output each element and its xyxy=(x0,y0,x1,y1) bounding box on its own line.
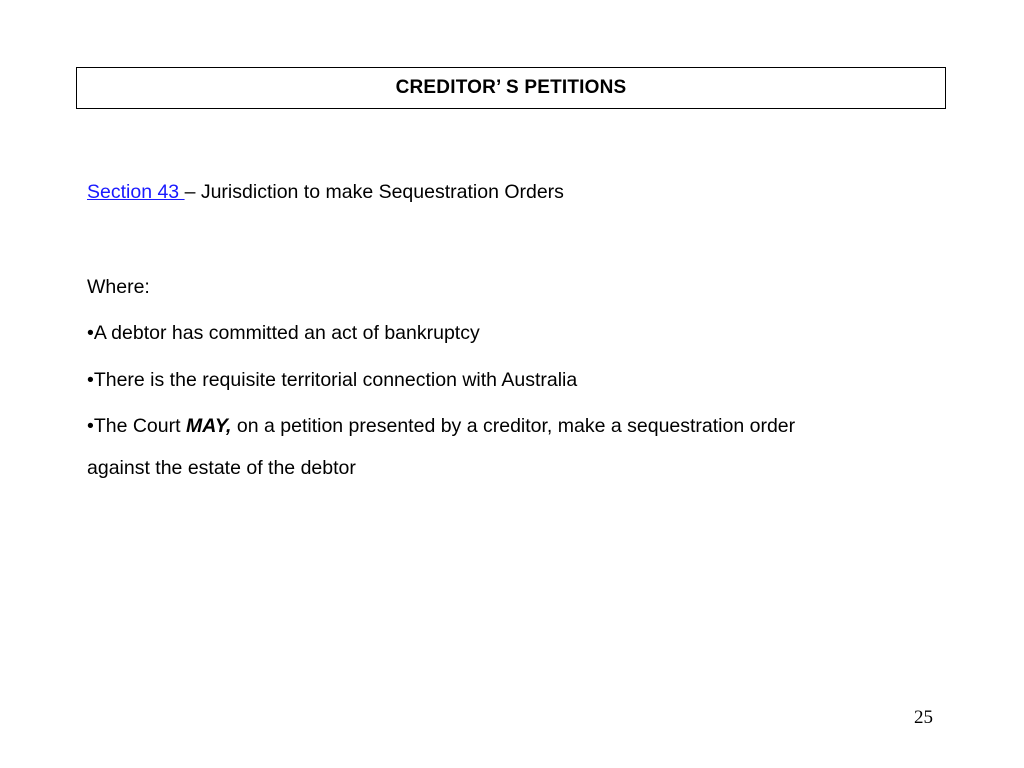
bullet-court-may-emphasis: MAY, xyxy=(185,415,232,437)
slide-title: CREDITOR’ S PETITIONS xyxy=(395,77,627,98)
bullet-court-may-suffix: on a petition presented by a creditor, make a sequestration order xyxy=(231,415,796,437)
bullet-court-may-continuation: against the estate of the debtor xyxy=(87,457,356,479)
where-label: Where: xyxy=(87,276,150,298)
bullet-act-of-bankruptcy: •A debtor has committed an act of bankruptcy xyxy=(87,322,480,344)
bullet-court-may xyxy=(87,414,795,439)
section-heading-text: – Jurisdiction to make Sequestration Orders xyxy=(184,181,564,203)
bullet-territorial-connection: •There is the requisite territorial connection with Australia xyxy=(87,369,578,391)
section-heading xyxy=(87,180,564,205)
page-number: 25 xyxy=(914,707,933,728)
bullet-court-may-prefix: •The Court xyxy=(87,415,186,437)
section-43-link[interactable]: Section 43 xyxy=(87,181,185,203)
title-box xyxy=(76,67,946,109)
